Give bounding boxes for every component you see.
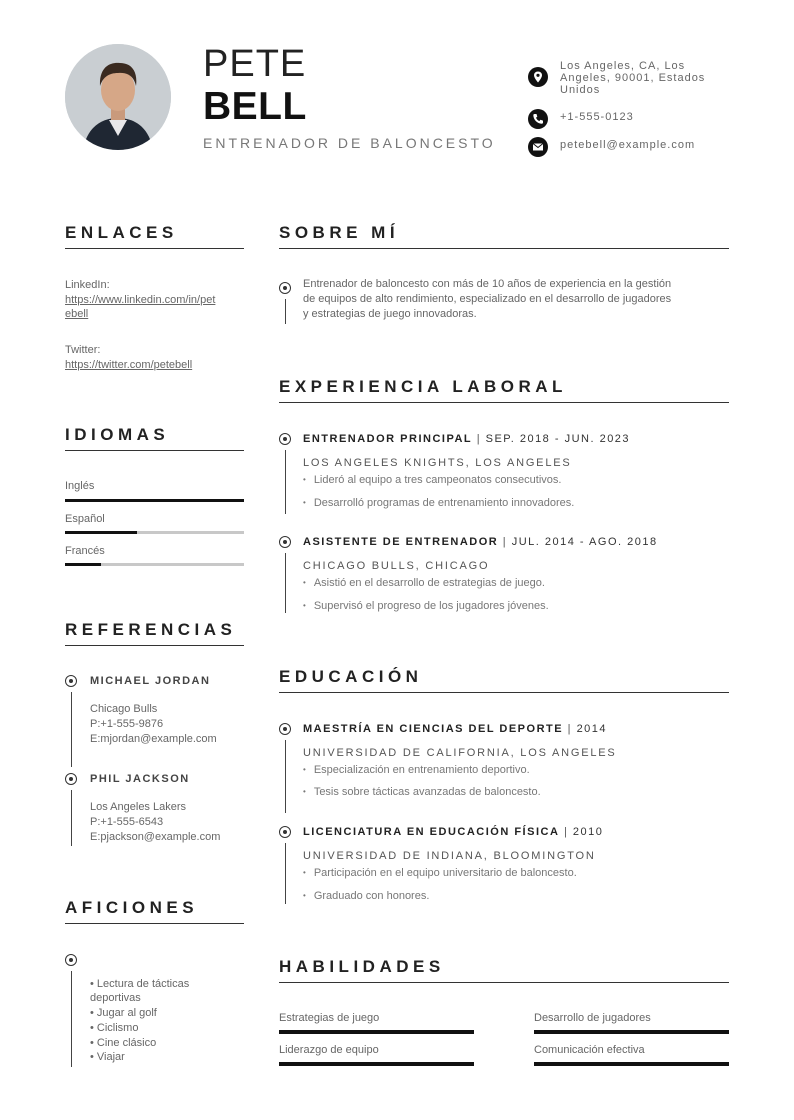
language-name: Francés bbox=[65, 545, 105, 557]
timeline-line bbox=[285, 553, 286, 613]
phone-icon bbox=[528, 109, 548, 129]
avatar bbox=[65, 44, 171, 150]
job-role: ENTRENADOR PRINCIPAL bbox=[303, 433, 473, 445]
job-header: ENTRENADOR PRINCIPAL | SEP. 2018 - JUN. 2023 bbox=[303, 433, 631, 445]
education-year: 2010 bbox=[572, 826, 604, 838]
education-degree: LICENCIATURA EN EDUCACIÓN FÍSICA bbox=[303, 826, 560, 838]
reference-org: Chicago Bulls bbox=[90, 703, 158, 715]
education-header: LICENCIATURA EN EDUCACIÓN FÍSICA | 2010 bbox=[303, 826, 604, 838]
skill-bar bbox=[534, 1030, 729, 1034]
about-text-line: y estrategias de juego innovadoras. bbox=[303, 308, 477, 320]
contact-email bbox=[528, 137, 720, 157]
linkedin-label: LinkedIn: bbox=[65, 279, 110, 291]
references-heading: REFERENCIAS bbox=[65, 621, 244, 646]
education-degree: MAESTRÍA EN CIENCIAS DEL DEPORTE bbox=[303, 723, 564, 735]
hobby-item: • Cine clásico bbox=[90, 1037, 157, 1049]
timeline-line bbox=[285, 299, 286, 324]
reference-org: Los Angeles Lakers bbox=[90, 801, 187, 813]
job-bullet: • Lideró al equipo a tres campeonatos consecutivos. bbox=[303, 474, 561, 486]
education-bullet: • Tesis sobre tácticas avanzadas de baloncesto. bbox=[303, 786, 541, 798]
education-school: UNIVERSIDAD DE CALIFORNIA, LOS ANGELES bbox=[303, 747, 617, 759]
reference-phone: P:+1-555-9876 bbox=[90, 718, 164, 730]
job-title: ENTRENADOR DE BALONCESTO bbox=[203, 135, 496, 151]
reference-email: E:pjackson@example.com bbox=[90, 831, 221, 843]
education-bullet: • Graduado con honores. bbox=[303, 890, 429, 902]
job-dates: SEP. 2018 - JUN. 2023 bbox=[485, 433, 631, 445]
timeline-dot bbox=[279, 826, 291, 838]
language-level-bar bbox=[65, 563, 244, 566]
language-level-fill bbox=[65, 499, 244, 502]
language-level-fill bbox=[65, 563, 101, 566]
phone-text[interactable]: +1-555-0123 bbox=[560, 111, 634, 123]
timeline-dot bbox=[65, 675, 77, 687]
address-text: Los Angeles, CA, Los Angeles, 90001, Estados Unidos bbox=[560, 60, 706, 96]
about-heading: SOBRE MÍ bbox=[279, 224, 729, 249]
job-company: CHICAGO BULLS, CHICAGO bbox=[303, 560, 490, 572]
timeline-dot bbox=[279, 536, 291, 548]
job-header: ASISTENTE DE ENTRENADOR | JUL. 2014 - AGO. 2018 bbox=[303, 536, 658, 548]
hobby-item: • Ciclismo bbox=[90, 1022, 139, 1034]
linkedin-link[interactable]: https://www.linkedin.com/in/pet bbox=[65, 294, 216, 306]
language-level-bar bbox=[65, 499, 244, 502]
contact-address bbox=[528, 60, 720, 96]
timeline-dot bbox=[279, 723, 291, 735]
job-bullet: • Desarrolló programas de entrenamiento innovadores. bbox=[303, 497, 574, 509]
skill-bar bbox=[534, 1062, 729, 1066]
job-bullet: • Supervisó el progreso de los jugadores jóvenes. bbox=[303, 600, 549, 612]
timeline-line bbox=[71, 790, 72, 846]
timeline-dot bbox=[279, 282, 291, 294]
timeline-line bbox=[285, 843, 286, 904]
job-bullet: • Asistió en el desarrollo de estrategias de juego. bbox=[303, 577, 545, 589]
languages-heading: IDIOMAS bbox=[65, 426, 244, 451]
hobby-item: • Lectura de tácticas bbox=[90, 978, 190, 990]
location-pin-icon bbox=[528, 67, 548, 87]
skill-bar bbox=[279, 1062, 474, 1066]
skill-name: Estrategias de juego bbox=[279, 1012, 380, 1024]
timeline-dot bbox=[65, 773, 77, 785]
contact-phone bbox=[528, 109, 720, 129]
job-role: ASISTENTE DE ENTRENADOR bbox=[303, 536, 499, 548]
skills-heading: HABILIDADES bbox=[279, 958, 729, 983]
links-heading: ENLACES bbox=[65, 224, 244, 249]
education-bullet: • Participación en el equipo universitario de baloncesto. bbox=[303, 867, 577, 879]
reference-email: E:mjordan@example.com bbox=[90, 733, 217, 745]
hobbies-heading: AFICIONES bbox=[65, 899, 244, 924]
timeline-dot bbox=[279, 433, 291, 445]
envelope-icon bbox=[528, 137, 548, 157]
email-text[interactable]: petebell@example.com bbox=[560, 139, 696, 151]
hobby-item: • Viajar bbox=[90, 1051, 125, 1063]
education-year: 2014 bbox=[576, 723, 608, 735]
hobby-item: • Jugar al golf bbox=[90, 1007, 157, 1019]
timeline-line bbox=[285, 740, 286, 813]
language-name: Español bbox=[65, 513, 105, 525]
hobby-item: deportivas bbox=[90, 992, 141, 1004]
language-level-bar bbox=[65, 531, 244, 534]
reference-phone: P:+1-555-6543 bbox=[90, 816, 164, 828]
education-heading: EDUCACIÓN bbox=[279, 668, 729, 693]
education-school: UNIVERSIDAD DE INDIANA, BLOOMINGTON bbox=[303, 850, 596, 862]
about-text-line: Entrenador de baloncesto con más de 10 años de experiencia en la gestión bbox=[303, 278, 672, 290]
job-dates: JUL. 2014 - AGO. 2018 bbox=[511, 536, 658, 548]
about-text-line: de equipos de alto rendimiento, especializado en el desarrollo de jugadores bbox=[303, 293, 672, 305]
education-bullet: • Especialización en entrenamiento deportivo. bbox=[303, 764, 530, 776]
timeline-line bbox=[71, 971, 72, 1067]
timeline-line bbox=[285, 450, 286, 514]
twitter-link[interactable]: https://twitter.com/petebell bbox=[65, 359, 193, 371]
linkedin-link-continued[interactable]: ebell bbox=[65, 308, 89, 320]
profile-photo bbox=[65, 44, 171, 150]
last-name: BELL bbox=[203, 85, 307, 128]
job-company: LOS ANGELES KNIGHTS, LOS ANGELES bbox=[303, 457, 572, 469]
experience-heading: EXPERIENCIA LABORAL bbox=[279, 378, 729, 403]
timeline-dot bbox=[65, 954, 77, 966]
first-name: PETE bbox=[203, 43, 307, 85]
skill-name: Desarrollo de jugadores bbox=[534, 1012, 651, 1024]
education-header: MAESTRÍA EN CIENCIAS DEL DEPORTE | 2014 bbox=[303, 723, 608, 735]
skill-name: Comunicación efectiva bbox=[534, 1044, 645, 1056]
twitter-label: Twitter: bbox=[65, 344, 101, 356]
reference-name: MICHAEL JORDAN bbox=[90, 675, 211, 687]
language-level-fill bbox=[65, 531, 137, 534]
reference-name: PHIL JACKSON bbox=[90, 773, 190, 785]
skill-bar bbox=[279, 1030, 474, 1034]
skill-name: Liderazgo de equipo bbox=[279, 1044, 379, 1056]
timeline-line bbox=[71, 692, 72, 767]
language-name: Inglés bbox=[65, 480, 95, 492]
